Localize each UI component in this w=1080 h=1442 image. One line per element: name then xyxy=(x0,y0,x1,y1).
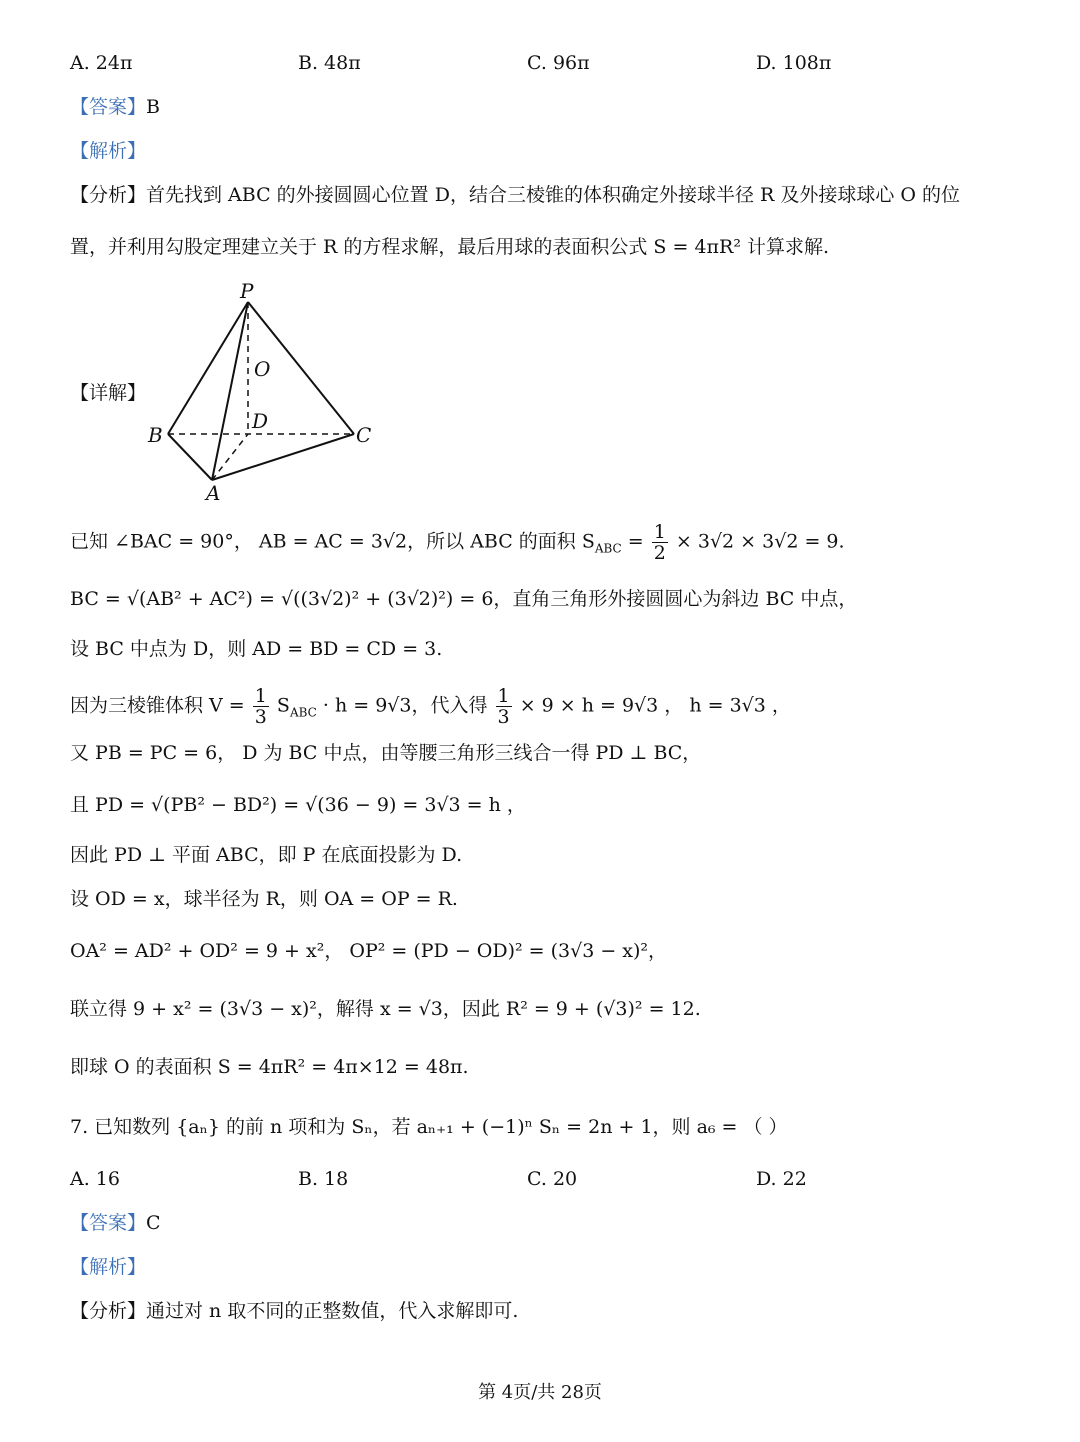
step-1-sub: ABC xyxy=(594,541,622,556)
q7-jiexi-line xyxy=(70,1252,146,1282)
q7-fenxi-line xyxy=(70,1296,518,1326)
label-a: A xyxy=(206,481,221,505)
frac-third-2-den: 3 xyxy=(497,706,510,728)
step-1-tail: × 3√2 × 3√2 = 9. xyxy=(675,530,845,553)
option-c: C. 96π xyxy=(527,52,590,74)
q7-answer-value: C xyxy=(146,1212,161,1234)
q7-answer-line xyxy=(70,1208,161,1238)
step-4-a: · h = 9√3，代入得 xyxy=(322,694,488,717)
frac-half-den: 2 xyxy=(653,542,666,564)
step-1 xyxy=(70,522,845,563)
q7-fenxi-text: 通过对 n 取不同的正整数值，代入求解即可. xyxy=(146,1300,519,1322)
step-4-sub: ABC xyxy=(289,705,317,720)
jiexi-tag: 【解析】 xyxy=(70,140,147,162)
jiexi-line xyxy=(70,136,146,166)
fenxi-tag: 【分析】 xyxy=(70,184,147,206)
label-o: O xyxy=(254,357,271,381)
q7-option-b: B. 18 xyxy=(298,1168,349,1190)
fenxi-text-1: 首先找到 ABC 的外接圆圆心位置 D，结合三棱锥的体积确定外接球半径 R 及外接球球心 O 的位 xyxy=(146,184,960,206)
step-5: 又 PB = PC = 6， D 为 BC 中点，由等腰三角形三线合一得 PD ⊥ BC， xyxy=(70,742,702,764)
fraction-third-1 xyxy=(253,686,269,727)
frac-third-1-num: 1 xyxy=(254,685,267,707)
label-b: B xyxy=(148,423,163,447)
step-1-text: 已知 ∠BAC = 90°， AB = AC = 3√2，所以 ABC 的面积 S xyxy=(70,530,595,553)
q7-jiexi-tag: 【解析】 xyxy=(70,1256,147,1278)
step-8: 设 OD = x，球半径为 R，则 OA = OP = R. xyxy=(70,888,458,910)
q7-option-a: A. 16 xyxy=(70,1168,120,1190)
q7-question: 7. 已知数列 {aₙ} 的前 n 项和为 Sₙ，若 aₙ₊₁ + (−1)ⁿ Sₙ = 2n + 1，则 a₆ = （ ） xyxy=(70,1116,788,1138)
step-7: 因此 PD ⊥ 平面 ABC，即 P 在底面投影为 D. xyxy=(70,844,463,866)
q7-option-c: C. 20 xyxy=(527,1168,578,1190)
q7-option-d: D. 22 xyxy=(756,1168,807,1190)
label-d: D xyxy=(252,409,269,433)
step-1-eq: = xyxy=(627,530,644,553)
answer-tag: 【答案】 xyxy=(70,96,147,118)
step-4-s: S xyxy=(276,694,290,717)
frac-half-num: 1 xyxy=(653,521,666,543)
edge-ac xyxy=(212,434,354,480)
step-4-text: 因为三棱锥体积 V = xyxy=(70,694,245,717)
fraction-half xyxy=(652,522,668,563)
q7-answer-tag: 【答案】 xyxy=(70,1212,147,1234)
fenxi-line-1 xyxy=(70,180,960,210)
step-6: 且 PD = √(PB² − BD²) = √(36 − 9) = 3√3 = h ， xyxy=(70,794,526,816)
label-p: P xyxy=(240,279,254,303)
step-9: OA² = AD² + OD² = 9 + x²， OP² = (PD − OD)² = (3√3 − x)²， xyxy=(70,940,668,962)
step-11: 即球 O 的表面积 S = 4πR² = 4π×12 = 48π. xyxy=(70,1056,469,1078)
edge-pa xyxy=(212,302,248,480)
option-b: B. 48π xyxy=(298,52,361,74)
edge-ab xyxy=(168,434,212,480)
option-a: A. 24π xyxy=(70,52,133,74)
step-2: BC = √(AB² + AC²) = √((3√2)² + (3√2)²) = 6，直角三角形外接圆圆心为斜边 BC 中点， xyxy=(70,588,858,610)
page-footer: 第 4页/共 28页 xyxy=(478,1382,602,1403)
frac-third-1-den: 3 xyxy=(254,706,267,728)
q7-fenxi-tag: 【分析】 xyxy=(70,1300,147,1322)
fenxi-line-2: 置，并利用勾股定理建立关于 R 的方程求解，最后用球的表面积公式 S = 4πR² 计算求解. xyxy=(70,236,830,258)
step-3: 设 BC 中点为 D，则 AD = BD = CD = 3. xyxy=(70,638,443,660)
edge-pb xyxy=(168,302,248,434)
tetrahedron-figure xyxy=(140,278,400,508)
fraction-third-2 xyxy=(496,686,512,727)
answer-line xyxy=(70,92,160,122)
option-d: D. 108π xyxy=(756,52,832,74)
step-10: 联立得 9 + x² = (3√3 − x)²，解得 x = √3，因此 R² = 9 + (√3)² = 12. xyxy=(70,998,701,1020)
step-4 xyxy=(70,686,791,727)
step-4-b: × 9 × h = 9√3 ， h = 3√3 ， xyxy=(519,694,791,717)
answer-value: B xyxy=(146,96,160,118)
label-c: C xyxy=(356,423,372,447)
frac-third-2-num: 1 xyxy=(497,685,510,707)
xiangjie-tag: 【详解】 xyxy=(70,382,147,404)
